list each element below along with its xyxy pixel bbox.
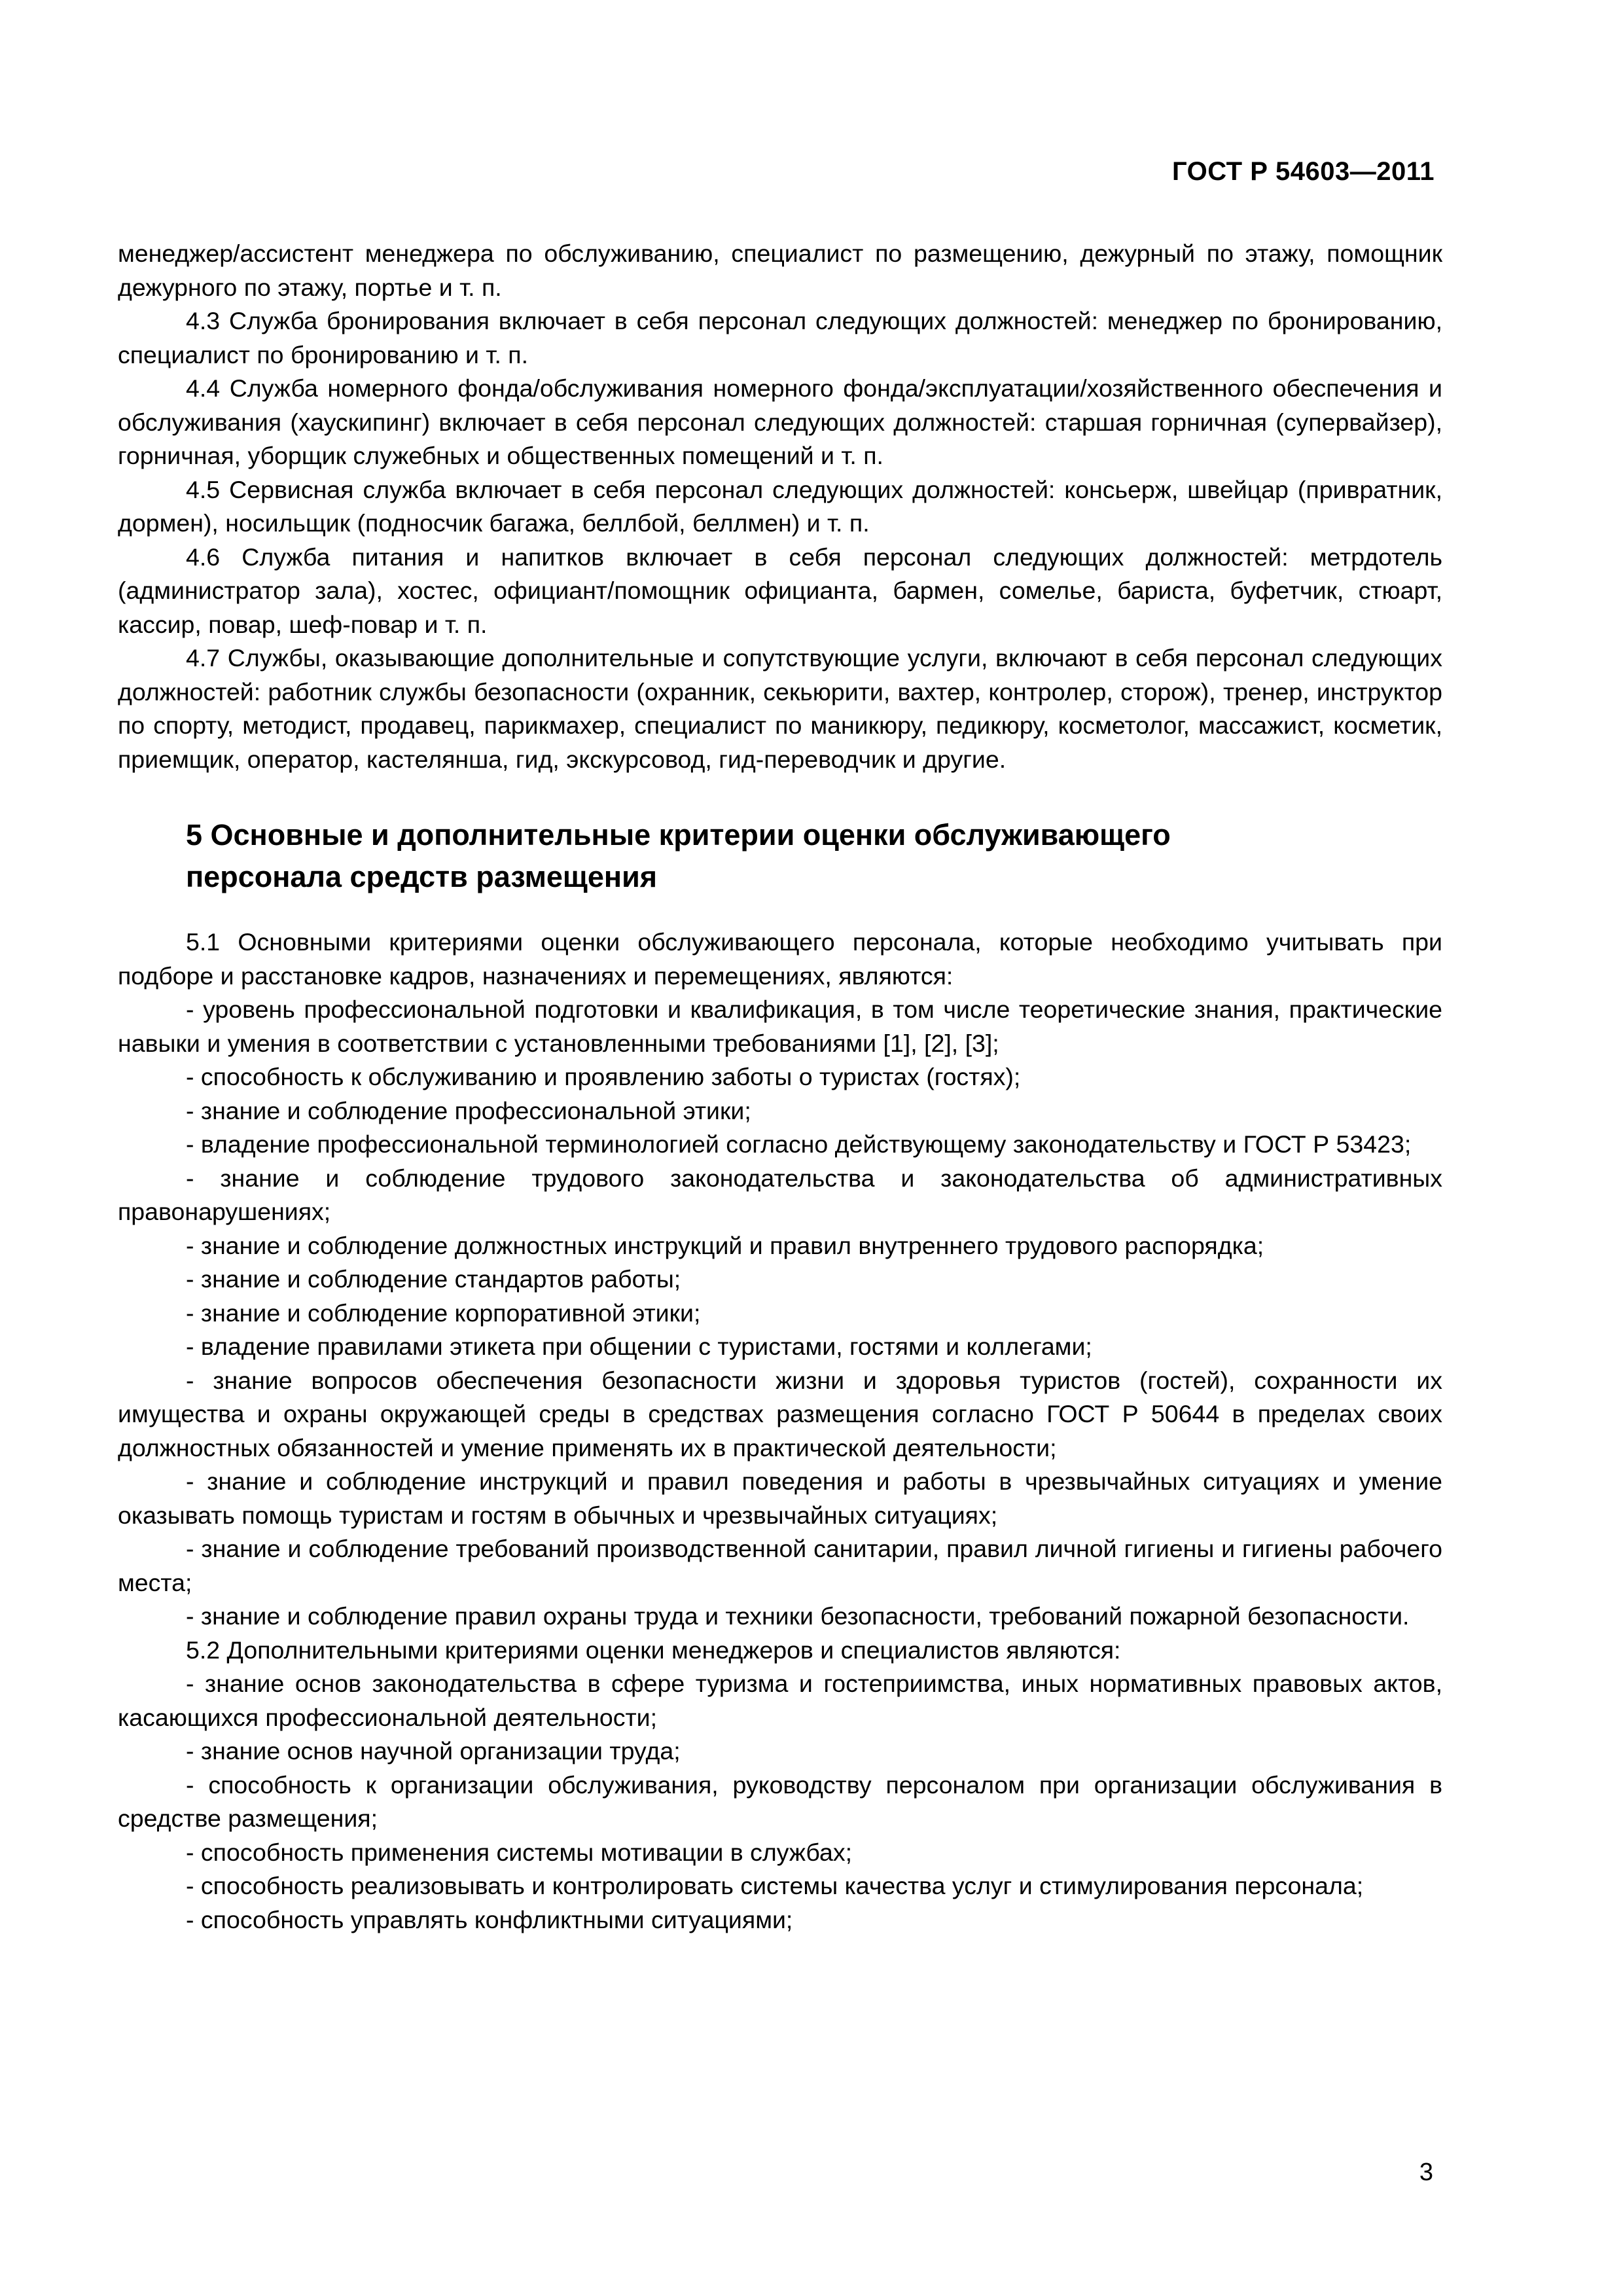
list-item: - знание и соблюдение инструкций и правил поведения и работы в чрезвычайных ситуациях и умение оказывать помощь туристам и гостям в обычных и чрезвычайных ситуациях; bbox=[118, 1467, 1442, 1529]
page-number: 3 bbox=[1419, 2159, 1433, 2186]
list-item: - владение профессиональной терминологией согласно действующему законодательству и ГОСТ Р 53423; bbox=[186, 1130, 1412, 1158]
document-header-code: ГОСТ Р 54603—2011 bbox=[1172, 157, 1435, 186]
list-item: - знание и соблюдение профессиональной этики; bbox=[186, 1096, 751, 1124]
paragraph-4-6: 4.6 Служба питания и напитков включает в себя персонал следующих должностей: метрдотель (администратор зала), хостес, официант/помощник официанта, бармен, сомелье, бариста, буфетчик, стюарт, кассир, повар, шеф-повар и т. п. bbox=[118, 543, 1442, 638]
list-item: - знание и соблюдение правил охраны труда и техники безопасности, требований пожарной безопасности. bbox=[186, 1602, 1410, 1630]
section-title-line-1: 5 Основные и дополнительные критерии оценки обслуживающего bbox=[186, 818, 1171, 852]
paragraph-4-5: 4.5 Сервисная служба включает в себя персонал следующих должностей: консьерж, швейцар (привратник, дормен), носильщик (подносчик багажа, беллбой, беллмен) и т. п. bbox=[118, 475, 1442, 537]
list-item: - знание и соблюдение стандартов работы; bbox=[186, 1265, 681, 1293]
list-item: - знание и соблюдение корпоративной этики; bbox=[186, 1299, 701, 1327]
list-item: - способность к организации обслуживания, руководству персоналом при организации обслуживания в средстве размещения; bbox=[118, 1770, 1442, 1832]
list-item: - знание основ научной организации труда; bbox=[186, 1737, 681, 1765]
paragraph-4-7: 4.7 Службы, оказывающие дополнительные и сопутствующие услуги, включают в себя персонал следующих должностей: работник службы безопасности (охранник, секьюрити, вахтер, контролер, сторож), тренер, инструктор по спорту, методист, продавец, парикмахер, специалист по маникюру, педикюру, косметолог, массажист, косметик, приемщик, оператор, кастелянша, гид, экскурсовод, гид-переводчик и другие. bbox=[118, 644, 1442, 773]
list-item: - способность реализовывать и контролировать системы качества услуг и стимулирования персонала; bbox=[186, 1872, 1364, 1899]
list-item: - владение правилами этикета при общении с туристами, гостями и коллегами; bbox=[186, 1333, 1092, 1360]
paragraph-5-1: 5.1 Основными критериями оценки обслуживающего персонала, которые необходимо учитывать при подборе и расстановке кадров, назначениях и перемещениях, являются: bbox=[118, 928, 1442, 990]
paragraph-4-3: 4.3 Служба бронирования включает в себя персонал следующих должностей: менеджер по бронированию, специалист по бронированию и т. п. bbox=[118, 307, 1442, 368]
paragraph-4-4: 4.4 Служба номерного фонда/обслуживания номерного фонда/эксплуатации/хозяйственного обеспечения и обслуживания (хаускипинг) включает в себя персонал следующих должностей: старшая горничная (супервайзер), горничная, уборщик служебных и общественных помещений и т. п. bbox=[118, 374, 1442, 469]
list-item: - способность к обслуживанию и проявлению заботы о туристах (гостях); bbox=[186, 1063, 1021, 1090]
section-title-line-2: персонала средств размещения bbox=[186, 860, 657, 893]
list-item: - знание и соблюдение требований производственной санитарии, правил личной гигиены и гигиены рабочего места; bbox=[118, 1535, 1442, 1596]
list-item: - знание и соблюдение должностных инструкций и правил внутреннего трудового распорядка; bbox=[186, 1231, 1264, 1259]
list-item: - способность применения системы мотивации в службах; bbox=[186, 1838, 853, 1866]
list-item: - знание основ законодательства в сфере туризма и гостеприимства, иных нормативных правовых актов, касающихся профессиональной деятельности; bbox=[118, 1670, 1442, 1731]
list-item: - знание вопросов обеспечения безопасности жизни и здоровья туристов (гостей), сохранности их имущества и охраны окружающей среды в средствах размещения согласно ГОСТ Р 50644 в пределах своих должностных обязанностей и умение применять их в практической деятельности; bbox=[118, 1366, 1442, 1462]
list-item: - знание и соблюдение трудового законодательства и законодательства об административных правонарушениях; bbox=[118, 1164, 1442, 1225]
paragraph-continuation: менеджер/ассистент менеджера по обслуживанию, специалист по размещению, дежурный по этажу, помощник дежурного по этажу, портье и т. п. bbox=[118, 240, 1442, 301]
document-body bbox=[118, 237, 1442, 1937]
paragraph-5-2: 5.2 Дополнительными критериями оценки менеджеров и специалистов являются: bbox=[186, 1636, 1121, 1664]
section-5-title bbox=[118, 814, 1442, 898]
list-item: - способность управлять конфликтными ситуациями; bbox=[186, 1905, 793, 1933]
list-item: - уровень профессиональной подготовки и квалификация, в том числе теоретические знания, практические навыки и умения в соответствии с установленными требованиями [1], [2], [3]; bbox=[118, 996, 1442, 1057]
